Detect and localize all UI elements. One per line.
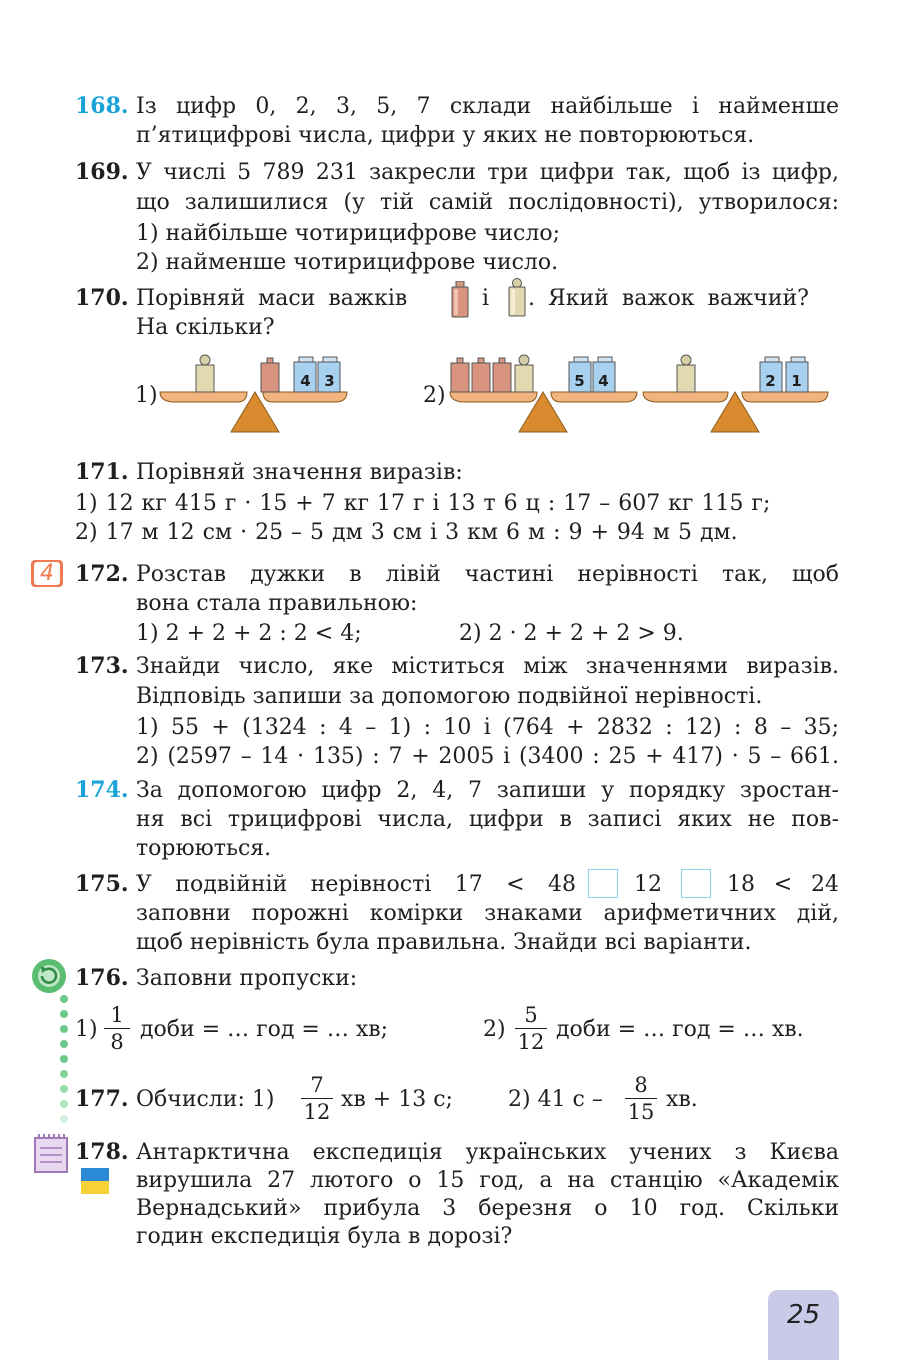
- dot: [60, 1040, 68, 1048]
- empty-cell[interactable]: [681, 869, 711, 898]
- dot: [60, 1070, 68, 1078]
- problem-178-line-2: вирушила 27 лютого о 15 год, а на станцію «Академік: [136, 1168, 839, 1193]
- problem-169-line-1: У числі 5 789 231 закресли три цифри так, щоб із цифр,: [136, 160, 839, 185]
- denominator: 12: [517, 1030, 545, 1054]
- scales-label-1: 1): [135, 383, 158, 408]
- numerator: 5: [524, 1003, 538, 1027]
- numerator: 1: [110, 1003, 124, 1027]
- problem-176-text-1: доби = … год = … хв;: [140, 1017, 389, 1042]
- problem-number-173: 173.: [75, 653, 129, 679]
- steel-weight-icon: [506, 278, 528, 318]
- problem-number-178: 178.: [75, 1139, 129, 1165]
- problem-number-170: 170.: [75, 285, 129, 311]
- problem-175-text-c: 18 < 24: [727, 872, 839, 897]
- problem-173-line-4: 2) (2597 – 14 · 135) : 7 + 2005 і (3400 : 25 + 417) · 5 – 661.: [136, 744, 839, 769]
- problem-172-line-2: вона стала правильною:: [136, 591, 418, 616]
- problem-175-text-a: У подвійній нерівності 17 < 48: [136, 872, 576, 897]
- problem-175-line-2: заповни порожні комірки знаками арифметичних дій,: [136, 901, 839, 926]
- balance-scale-3: [638, 352, 838, 434]
- dot: [60, 1025, 68, 1033]
- level-badge-number: 4: [40, 561, 54, 586]
- problem-171-line-3: 2) 17 м 12 см · 25 – 5 дм 3 см і 3 км 6 м : 9 + 94 м 5 дм.: [75, 520, 738, 545]
- problem-177-text-a: Обчисли: 1): [136, 1087, 275, 1112]
- problem-176-item-1: 1): [75, 1017, 98, 1042]
- dot: [60, 1055, 68, 1063]
- problem-177-text-b: хв + 13 с;: [341, 1087, 453, 1112]
- problem-172-line-1: Розстав дужки в лівій частині нерівності так, щоб: [136, 562, 839, 587]
- fraction: [515, 1002, 547, 1055]
- scales-label-2: 2): [423, 383, 446, 408]
- problem-number-169: 169.: [75, 159, 129, 185]
- numerator: 8: [634, 1073, 648, 1097]
- level-badge: [31, 560, 63, 587]
- problem-170-text-c: . Який важок важчий?: [528, 286, 809, 311]
- problem-number-174: 174.: [75, 777, 129, 803]
- numerator: 7: [310, 1073, 324, 1097]
- problem-168-line-1: Із цифр 0, 2, 3, 5, 7 склади найбільше і найменше: [136, 94, 839, 119]
- problem-176-line-1: Заповни пропуски:: [136, 966, 358, 991]
- denominator: 8: [110, 1030, 124, 1054]
- problem-170-line-2: На скільки?: [136, 315, 275, 340]
- problem-177-text-c: 2) 41 с –: [508, 1087, 603, 1112]
- problem-178-line-1: Антарктична експедиція українських учених з Києва: [136, 1140, 839, 1165]
- problem-170-text-a: Порівняй маси важків: [136, 286, 408, 311]
- denominator: 12: [303, 1100, 331, 1124]
- dot: [60, 1010, 68, 1018]
- problem-178-line-3: Вернадський» прибула 3 березня о 10 год. Скільки: [136, 1196, 839, 1221]
- problem-number-168: 168.: [75, 93, 129, 119]
- problem-177-text-d: хв.: [666, 1087, 698, 1112]
- problem-170-text-b: і: [482, 286, 490, 311]
- problem-173-line-3: 1) 55 + (1324 : 4 – 1) : 10 і (764 + 2832 : 12) : 8 – 35;: [136, 715, 839, 740]
- problem-number-175: 175.: [75, 871, 129, 897]
- weight-label: 4: [598, 372, 609, 390]
- problem-172-option-2: 2) 2 · 2 + 2 + 2 > 9.: [459, 621, 684, 646]
- dot: [60, 1085, 68, 1093]
- fraction: [301, 1072, 333, 1125]
- repeat-icon: [31, 958, 67, 994]
- notebook-icon: [33, 1132, 69, 1174]
- ukraine-flag-icon: [81, 1168, 109, 1194]
- dot: [60, 995, 68, 1003]
- problem-number-172: 172.: [75, 561, 129, 587]
- page-number: 25: [768, 1290, 839, 1360]
- empty-cell[interactable]: [588, 869, 618, 898]
- weight-label: 5: [574, 372, 585, 390]
- copper-weight-icon: [450, 281, 470, 319]
- fraction: [625, 1072, 657, 1125]
- problem-172-option-1: 1) 2 + 2 + 2 : 2 < 4;: [136, 621, 362, 646]
- weight-label: 1: [791, 372, 802, 390]
- problem-173-line-2: Відповідь запиши за допомогою подвійної нерівності.: [136, 684, 763, 709]
- weight-label: 4: [300, 372, 311, 390]
- problem-176-text-2: доби = … год = … хв.: [556, 1017, 804, 1042]
- weight-label: 2: [765, 372, 776, 390]
- problem-number-176: 176.: [75, 965, 129, 991]
- problem-176-item-2: 2): [483, 1017, 506, 1042]
- problem-174-line-1: За допомогою цифр 2, 4, 7 запиши у порядку зростан-: [136, 778, 839, 803]
- problem-169-line-3: 1) найбільше чотирицифрове число;: [136, 221, 561, 246]
- problem-number-177: 177.: [75, 1086, 129, 1112]
- problem-175-text-b: 12: [634, 872, 662, 897]
- problem-169-line-2: що залишилися (у тій самій послідовності), утворилося:: [136, 190, 839, 215]
- problem-174-line-3: торюються.: [136, 836, 272, 861]
- fraction: [104, 1002, 130, 1055]
- problem-171-line-2: 1) 12 кг 415 г · 15 + 7 кг 17 г і 13 т 6 ц : 17 – 607 кг 115 г;: [75, 491, 771, 516]
- problem-173-line-1: Знайди число, яке міститься між значеннями виразів.: [136, 654, 839, 679]
- problem-178-line-4: годин експедиція була в дорозі?: [136, 1224, 513, 1249]
- weight-label: 3: [324, 372, 335, 390]
- problem-175-line-3: щоб нерівність була правильна. Знайди всі варіанти.: [136, 930, 752, 955]
- problem-number-171: 171.: [75, 459, 129, 485]
- problem-168-line-2: п’ятицифрові числа, цифри у яких не повторюються.: [136, 123, 755, 148]
- denominator: 15: [627, 1100, 655, 1124]
- problem-169-line-4: 2) найменше чотирицифрове число.: [136, 250, 559, 275]
- dot: [60, 1115, 68, 1123]
- balance-scale-2: [445, 352, 645, 434]
- problem-174-line-2: ня всі трицифрові числа, цифри в записі яких не пов-: [136, 807, 839, 832]
- problem-171-line-1: Порівняй значення виразів:: [136, 460, 463, 485]
- dot: [60, 1100, 68, 1108]
